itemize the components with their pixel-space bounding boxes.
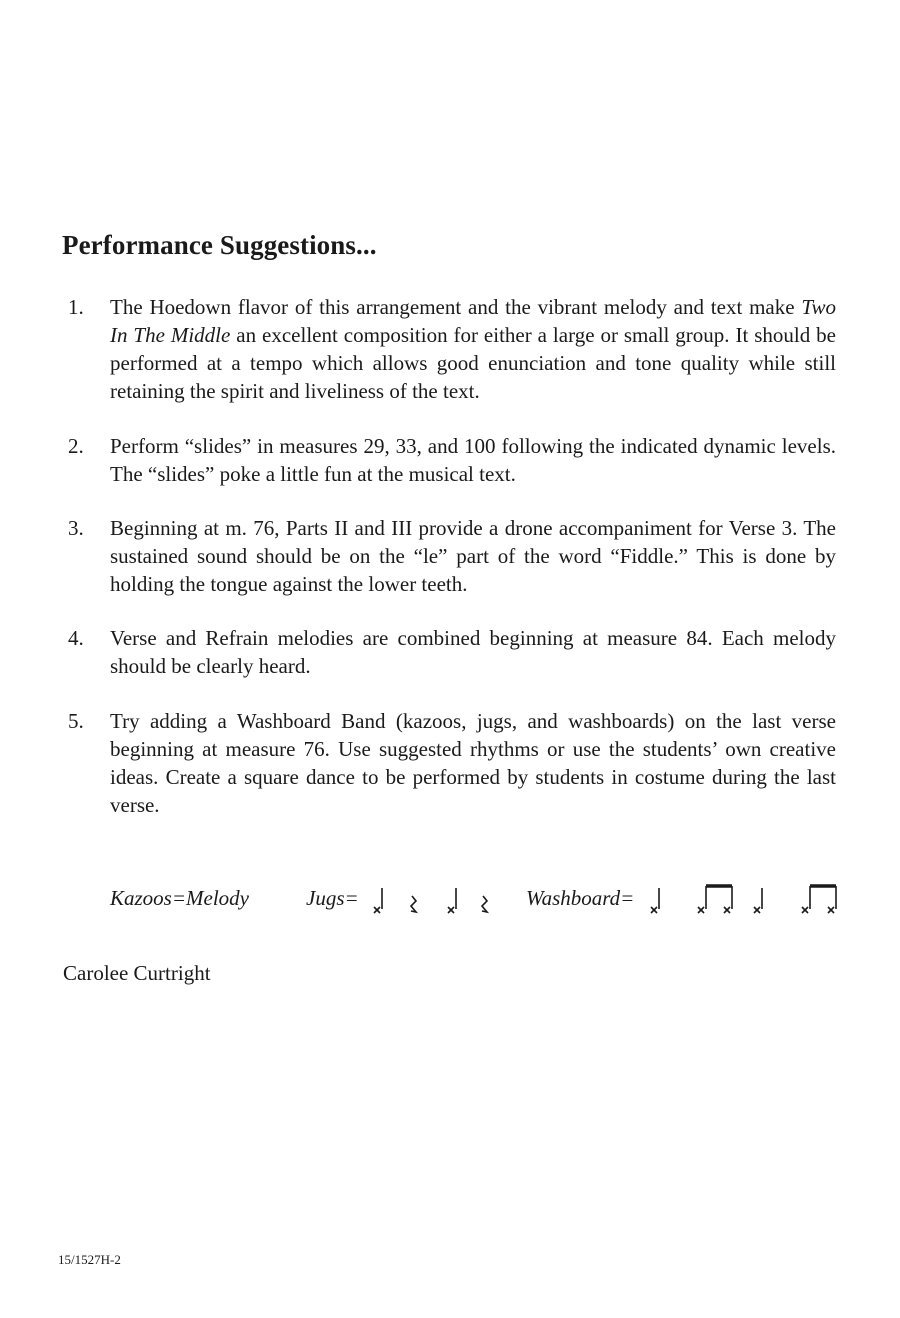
x-note-icon [651, 888, 659, 913]
quarter-rest-icon [482, 896, 487, 912]
item-text: Verse and Refrain melodies are combined beginning at measure 84. Each melody should be clearly heard. [110, 626, 836, 678]
author-name: Carolee Curtright [63, 961, 211, 985]
washboard-label: Washboard= [526, 886, 635, 910]
eighth-pair-icon [802, 886, 836, 913]
item-text: Try adding a Washboard Band (kazoos, jugs, and washboards) on the last verse beginning at measure 76. Use suggested rhythms or use the students’ own creative ideas. Create a square dance to be performed by students in costume during the last verse. [110, 709, 836, 817]
list-item [68, 624, 836, 680]
eighth-pair-icon [698, 886, 732, 913]
x-note-icon [754, 888, 762, 913]
item-number: 2. [68, 434, 84, 458]
list-item [68, 432, 836, 488]
page-title: Performance Suggestions... [62, 230, 377, 260]
suggestions-list [68, 293, 836, 845]
item-number: 5. [68, 709, 84, 733]
rhythm-notation [110, 882, 840, 922]
item-text: The Hoedown flavor of this arrangement and the vibrant melody and text make Two In The Middle an excellent composition for either a large or small group. It should be performed at a tempo which allows good enunciation and tone quality while still retaining the spirit and liveliness of the text. [110, 295, 836, 403]
x-note-icon [374, 888, 382, 913]
quarter-rest-icon [411, 896, 416, 912]
x-note-icon [448, 888, 456, 913]
jugs-label: Jugs= [306, 886, 359, 910]
list-item [68, 514, 836, 598]
list-item [68, 707, 836, 819]
item-number: 4. [68, 626, 84, 650]
list-item [68, 293, 836, 405]
item-number: 1. [68, 295, 84, 319]
item-text: Perform “slides” in measures 29, 33, and 100 following the indicated dynamic levels. The “slides” poke a little fun at the musical text. [110, 434, 836, 486]
kazoos-label: Kazoos=Melody [110, 886, 249, 910]
piece-title: Two In The Middle [110, 295, 836, 347]
rhythm-notes-svg [110, 882, 840, 922]
footer-code: 15/1527H-2 [58, 1252, 121, 1267]
item-number: 3. [68, 516, 84, 540]
item-text: Beginning at m. 76, Parts II and III provide a drone accompaniment for Verse 3. The sustained sound should be on the “le” part of the word “Fiddle.” This is done by holding the tongue against the lower teeth. [110, 516, 836, 596]
